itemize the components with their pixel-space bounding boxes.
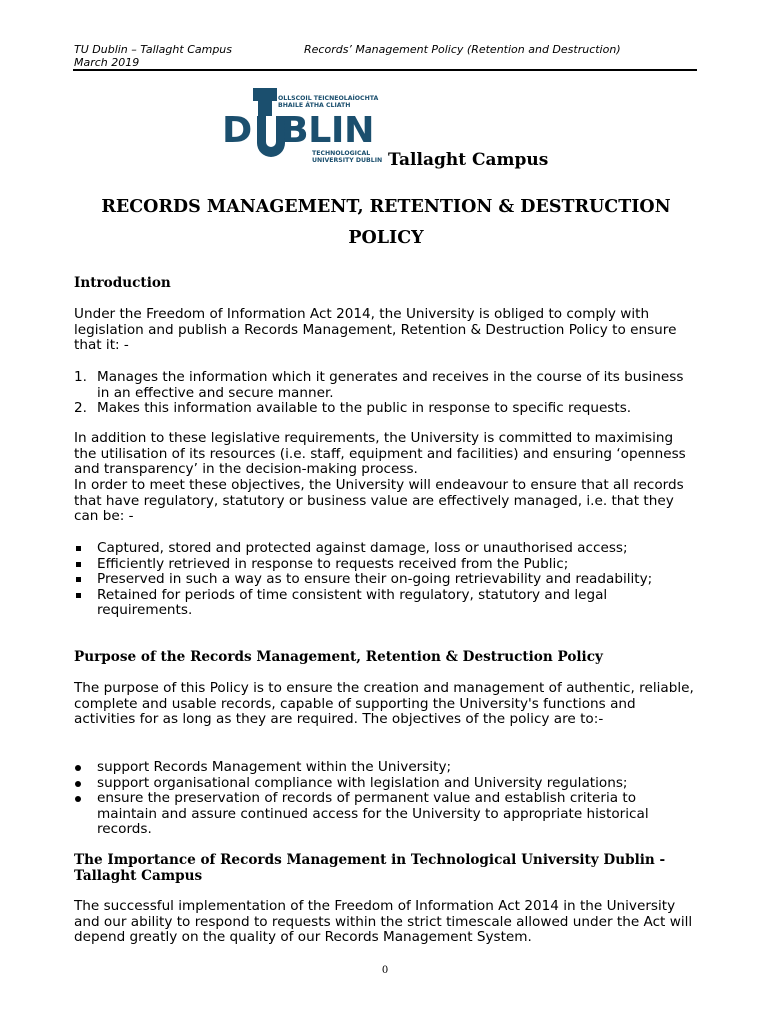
list-item [74, 588, 698, 619]
list-item [74, 557, 698, 573]
square-bullet-icon [76, 562, 81, 567]
round-bullet-icon [75, 781, 81, 787]
document-title-line2: POLICY [348, 228, 424, 248]
logo-irish-line1: OLLSCOIL TEICNEOLAÍOCHTA [278, 95, 379, 102]
logo-english-line1: TECHNOLOGICAL [312, 150, 371, 157]
purpose-paragraph: The purpose of this Policy is to ensure the creation and management of authentic, reliable, complete and usable records, capable of supporting the University's functions and activities for as long as they are required. The objectives of the policy are to:- [74, 680, 694, 728]
header-policy-name: Records’ Management Policy (Retention and Destruction) [304, 43, 621, 56]
intro-bullet-list [74, 541, 698, 619]
purpose-bullet-list [74, 760, 698, 838]
list-item-text: support organisational compliance with legislation and University regulations; [97, 774, 628, 791]
logo-wordmark: DUBLIN [222, 110, 373, 151]
logo-english-line2: UNIVERSITY DUBLIN [312, 157, 382, 164]
list-item-text: support Records Management within the University; [97, 759, 452, 775]
introduction-heading: Introduction [74, 275, 171, 291]
intro-paragraph-3: In order to meet these objectives, the University will endeavour to ensure that all records that have regulatory, statutory or business value are effectively managed, i.e. that they can be: - [74, 477, 684, 525]
importance-paragraph: The successful implementation of the Freedom of Information Act 2014 in the University and our ability to respond to requests within the strict timescale allowed under the Act will depend greatly on the quality of our Records Management System. [74, 898, 693, 946]
page-number: 0 [381, 965, 389, 976]
list-item-text: Captured, stored and protected against damage, loss or unauthorised access; [97, 540, 628, 556]
intro-paragraph-2: In addition to these legislative requirements, the University is committed to maximising the utilisation of its resources (i.e. staff, equipment and facilities) and ensuring ‘openness and transparency’ in the decision-making process. [74, 430, 686, 478]
list-item-text: Manages the information which it generates and receives in the course of its business in an effective and secure manner. [97, 369, 684, 401]
header-rule [73, 69, 697, 71]
list-item [74, 776, 698, 792]
importance-heading: The Importance of Records Management in Technological University Dublin - Tallaght Campus [74, 852, 666, 884]
campus-name: Tallaght Campus [388, 150, 549, 170]
square-bullet-icon [76, 577, 81, 582]
list-item-text: Efficiently retrieved in response to requests received from the Public; [97, 555, 569, 572]
list-marker: 2. [74, 400, 87, 417]
logo-irish-line2: BHAILE ÁTHA CLIATH [278, 102, 351, 109]
header-campus: TU Dublin – Tallaght Campus [74, 43, 233, 56]
list-item [74, 401, 698, 417]
running-header-left [74, 43, 232, 69]
list-item-text: Preserved in such a way as to ensure their on-going retrievability and readability; [97, 571, 653, 588]
list-item [74, 370, 698, 401]
square-bullet-icon [76, 593, 81, 598]
list-item [74, 572, 698, 588]
purpose-heading: Purpose of the Records Management, Retention & Destruction Policy [74, 649, 603, 665]
list-item-text: Makes this information available to the public in response to specific requests. [97, 400, 632, 417]
tu-dublin-logo [222, 86, 382, 170]
list-item [74, 791, 698, 838]
round-bullet-icon [75, 765, 81, 771]
header-date: March 2019 [74, 56, 140, 69]
document-title-line1: RECORDS MANAGEMENT, RETENTION & DESTRUCTION [101, 197, 671, 217]
list-item [74, 541, 698, 557]
round-bullet-icon [75, 796, 81, 802]
list-item [74, 760, 698, 776]
list-item-text: ensure the preservation of records of permanent value and establish criteria to maintain and assure continued access for the University to appropriate historical records. [97, 790, 649, 838]
list-marker: 1. [74, 369, 87, 385]
list-item-text: Retained for periods of time consistent with regulatory, statutory and legal requirements. [97, 586, 608, 619]
intro-paragraph: Under the Freedom of Information Act 2014, the University is obliged to comply with legislation and publish a Records Management, Retention & Destruction Policy to ensure that it: - [74, 306, 677, 354]
intro-numbered-list [74, 370, 698, 417]
square-bullet-icon [76, 546, 81, 551]
